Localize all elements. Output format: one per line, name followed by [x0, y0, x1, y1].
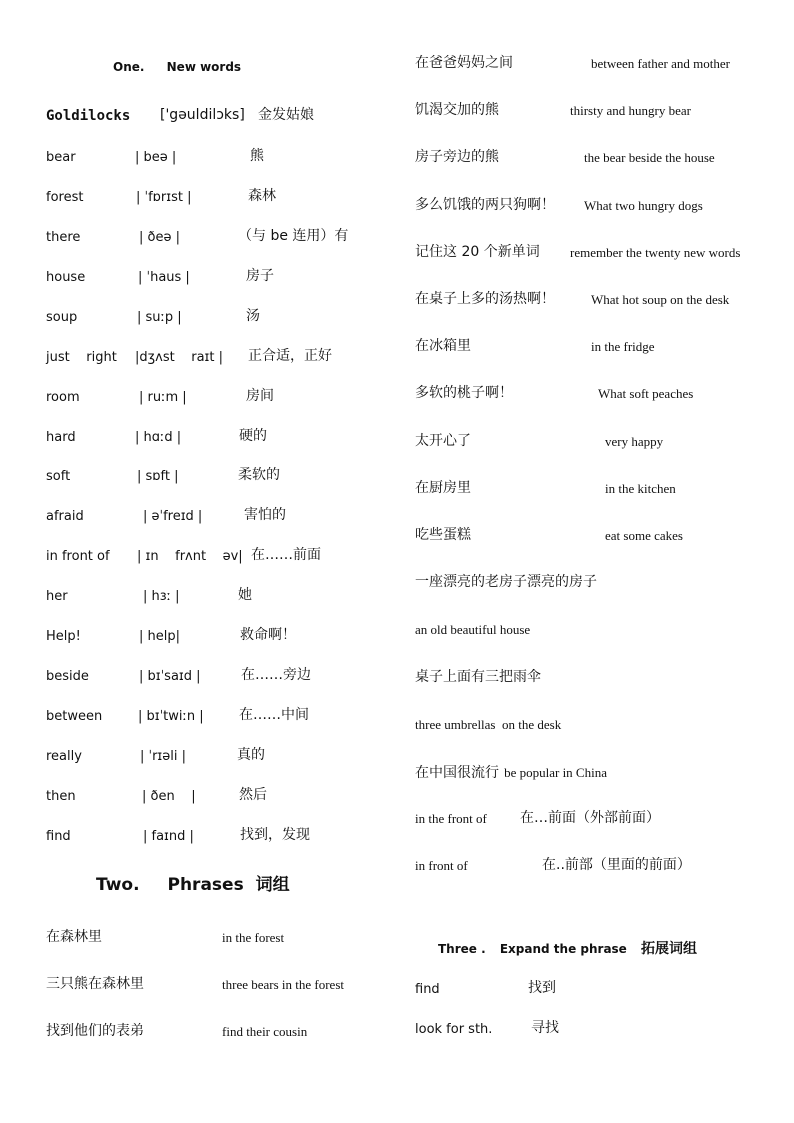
- popular-phrase-cn: 在中国很流行: [415, 765, 499, 781]
- headword-meaning: 金发姑娘: [258, 107, 314, 123]
- phrase-cn: 多么饥饿的两只狗啊！: [415, 197, 555, 213]
- word-meaning: 找到，发现: [240, 827, 310, 843]
- word-ipa: | ˈrɪəli |: [140, 749, 186, 764]
- phrase-en: What hot soup on the desk: [591, 292, 730, 307]
- word-ipa: | ðen |: [142, 789, 196, 804]
- word-en: soup: [46, 310, 78, 325]
- umbrella-phrase-en: three umbrellas on the desk: [415, 717, 562, 732]
- word-ipa: | suːp |: [137, 310, 182, 325]
- house-phrase-en: an old beautiful house: [415, 622, 531, 637]
- phrase-cn: 在森林里: [46, 929, 102, 945]
- word-meaning: 在……前面: [251, 547, 321, 563]
- phrase-cn: 在冰箱里: [415, 338, 471, 354]
- section-two-title-cn: 词组: [255, 875, 290, 895]
- word-meaning: 她: [238, 587, 252, 603]
- phrase-en: remember the twenty new words: [570, 245, 741, 260]
- section-one-number: One.: [113, 60, 145, 74]
- word-en: just right: [46, 350, 117, 365]
- word-meaning: 房子: [246, 268, 274, 284]
- word-ipa: |dʒʌst raɪt |: [135, 350, 223, 365]
- word-en: room: [46, 390, 80, 405]
- phrase-en: between father and mother: [591, 56, 730, 71]
- word-ipa: | hɜː |: [143, 589, 180, 604]
- word-ipa: | ɪn frʌnt əv|: [137, 549, 243, 564]
- word-meaning: 森林: [248, 188, 276, 204]
- word-ipa: | bɪˈsaɪd |: [139, 669, 201, 684]
- word-en: forest: [46, 190, 84, 205]
- word-ipa: | ˈhaus |: [138, 270, 190, 285]
- phrase-en: thirsty and hungry bear: [570, 103, 691, 118]
- word-meaning: 柔软的: [238, 467, 280, 483]
- phrase-en: find their cousin: [222, 1024, 308, 1039]
- word-en: beside: [46, 669, 89, 684]
- word-ipa: | faɪnd |: [143, 829, 194, 844]
- expand-cn: 寻找: [531, 1020, 559, 1036]
- expand-en: find: [415, 982, 440, 997]
- umbrella-phrase-cn: 桌子上面有三把雨伞: [415, 669, 541, 685]
- word-meaning: 在……旁边: [241, 667, 311, 683]
- phrase-en: in the fridge: [591, 339, 655, 354]
- word-en: afraid: [46, 509, 84, 524]
- headword-word: Goldilocks: [46, 108, 131, 124]
- word-ipa: | ðeə |: [139, 230, 180, 245]
- phrase-en: very happy: [605, 434, 664, 449]
- section-three-title: Expand the phrase: [499, 942, 627, 956]
- phrase-cn: 吃些蛋糕: [415, 527, 471, 543]
- phrase-cn: 找到他们的表弟: [46, 1023, 144, 1039]
- phrase-cn: 三只熊在森林里: [46, 976, 144, 992]
- word-ipa: | əˈfreɪd |: [143, 509, 203, 524]
- expand-en: look for sth.: [415, 1022, 493, 1037]
- house-phrase-cn: 一座漂亮的老房子漂亮的房子: [415, 574, 597, 590]
- word-meaning: 熊: [250, 148, 264, 164]
- word-meaning: 正合适，正好: [248, 348, 332, 364]
- the-front-phrase-en: in the front of: [415, 811, 487, 826]
- section-two-title: Phrases: [167, 875, 244, 895]
- phrase-en: eat some cakes: [605, 528, 683, 543]
- phrase-cn: 在爸爸妈妈之间: [415, 55, 513, 71]
- phrase-en: What two hungry dogs: [584, 198, 703, 213]
- phrase-cn: 多软的桃子啊！: [415, 385, 513, 401]
- phrase-cn: 太开心了: [415, 433, 471, 449]
- word-en: there: [46, 230, 81, 245]
- word-en: Help!: [46, 629, 81, 644]
- word-meaning: 害怕的: [244, 507, 286, 523]
- word-en: her: [46, 589, 68, 604]
- word-ipa: | bɪˈtwiːn |: [138, 709, 204, 724]
- the-front-phrase-cn: 在…前面（外部前面）: [520, 810, 660, 826]
- phrase-en: What soft peaches: [598, 386, 694, 401]
- popular-phrase: [415, 764, 607, 780]
- word-en: between: [46, 709, 103, 724]
- word-meaning: 在……中间: [239, 707, 309, 723]
- word-ipa: | beə |: [135, 150, 177, 165]
- section-one-heading: [113, 61, 241, 73]
- popular-phrase-en: be popular in China: [504, 765, 607, 780]
- phrase-cn: 记住这 20 个新单词: [415, 244, 540, 260]
- word-ipa: | sɒft |: [137, 469, 179, 484]
- word-meaning: 真的: [237, 747, 265, 763]
- word-ipa: | ˈfɒrɪst |: [136, 190, 192, 205]
- phrase-cn: 在桌子上多的汤热啊！: [415, 291, 555, 307]
- word-meaning: （与 be 连用）有: [238, 228, 349, 244]
- word-meaning: 然后: [239, 787, 267, 803]
- phrase-en: in the kitchen: [605, 481, 676, 496]
- word-meaning: 救命啊！: [240, 627, 296, 643]
- expand-cn: 找到: [528, 980, 556, 996]
- headword-ipa: ['gəuldilɔks]: [160, 107, 245, 123]
- section-two-heading: [96, 877, 290, 894]
- word-ipa: | ruːm |: [139, 390, 187, 405]
- word-en: soft: [46, 469, 71, 484]
- word-meaning: 硬的: [239, 428, 267, 444]
- section-one-title: New words: [166, 60, 242, 74]
- word-en: bear: [46, 150, 76, 165]
- phrase-en: in the forest: [222, 930, 285, 945]
- section-three-title-cn: 拓展词组: [641, 941, 698, 957]
- phrase-en: the bear beside the house: [584, 150, 715, 165]
- section-three-heading: [438, 942, 697, 956]
- word-en: in front of: [46, 549, 110, 564]
- section-two-number: Two.: [96, 875, 140, 895]
- word-meaning: 汤: [246, 308, 260, 324]
- section-three-number: Three .: [438, 942, 486, 956]
- phrase-en: three bears in the forest: [222, 977, 345, 992]
- front-phrase-cn: 在..前部（里面的前面）: [542, 857, 691, 873]
- word-ipa: | hɑːd |: [135, 430, 182, 445]
- phrase-cn: 房子旁边的熊: [415, 149, 499, 165]
- word-en: then: [46, 789, 76, 804]
- word-meaning: 房间: [246, 388, 274, 404]
- phrase-cn: 在厨房里: [415, 480, 471, 496]
- word-en: hard: [46, 430, 76, 445]
- front-phrase-en: in front of: [415, 858, 468, 873]
- word-en: house: [46, 270, 86, 285]
- word-en: really: [46, 749, 82, 764]
- word-ipa: | help|: [139, 629, 180, 644]
- word-en: find: [46, 829, 71, 844]
- phrase-cn: 饥渴交加的熊: [415, 102, 499, 118]
